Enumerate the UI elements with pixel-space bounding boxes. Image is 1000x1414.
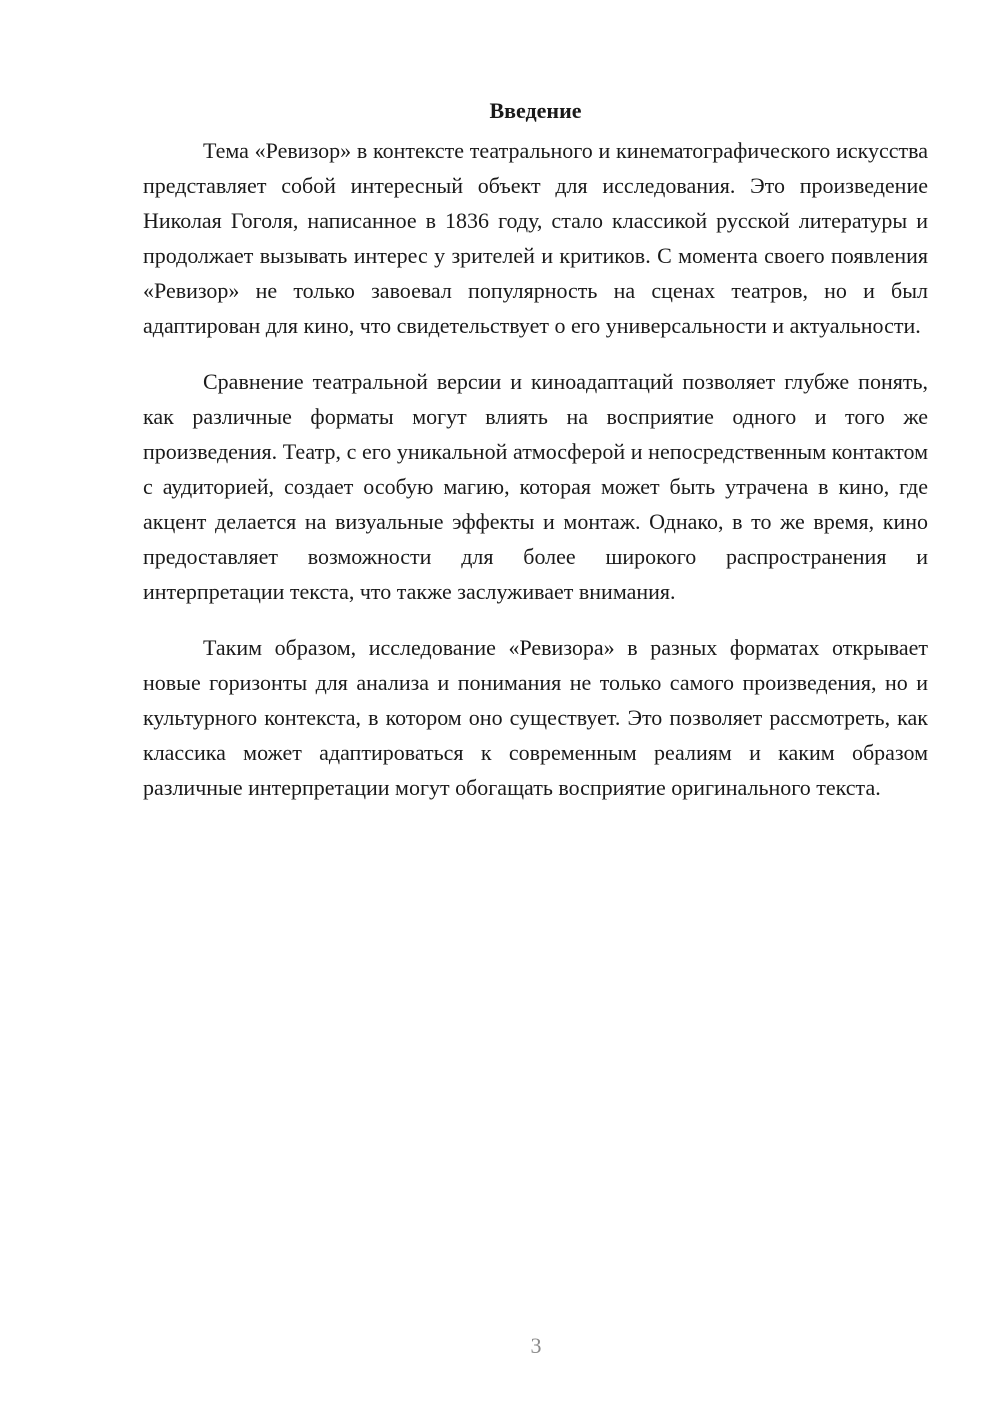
section-heading: Введение (489, 98, 582, 123)
paragraph-2: Сравнение театральной версии и киноадаптаций позволяет глубже понять, как различные форматы могут влиять на восприятие одного и того же произведения. Театр, с его уникальной атмосферой и непосредственным контактом с аудиторией, создает особую магию, которая может быть утрачена в кино, где акцент делается на визуальные эффекты и монтаж. Однако, в то же время, кино предоставляет возможности для более широкого распространения и интерпретации текста, что также заслуживает внимания. (143, 369, 928, 604)
paragraph-1: Тема «Ревизор» в контексте театрального и кинематографического искусства представляет собой интересный объект для исследования. Это произведение Николая Гоголя, написанное в 1836 году, стало классикой русской литературы и продолжает вызывать интерес у зрителей и критиков. С момента своего появления «Ревизор» не только завоевал популярность на сценах театров, но и был адаптирован для кино, что свидетельствует о его универсальности и актуальности. (143, 138, 928, 338)
page-number: 3 (530, 1333, 542, 1358)
paragraph-3: Таким образом, исследование «Ревизора» в разных форматах открывает новые горизонты для анализа и понимания не только самого произведения, но и культурного контекста, в котором оно существует. Это позволяет рассмотреть, как классика может адаптироваться к современным реалиям и каким образом различные интерпретации могут обогащать восприятие оригинального текста. (143, 635, 928, 800)
page-content (143, 96, 928, 826)
